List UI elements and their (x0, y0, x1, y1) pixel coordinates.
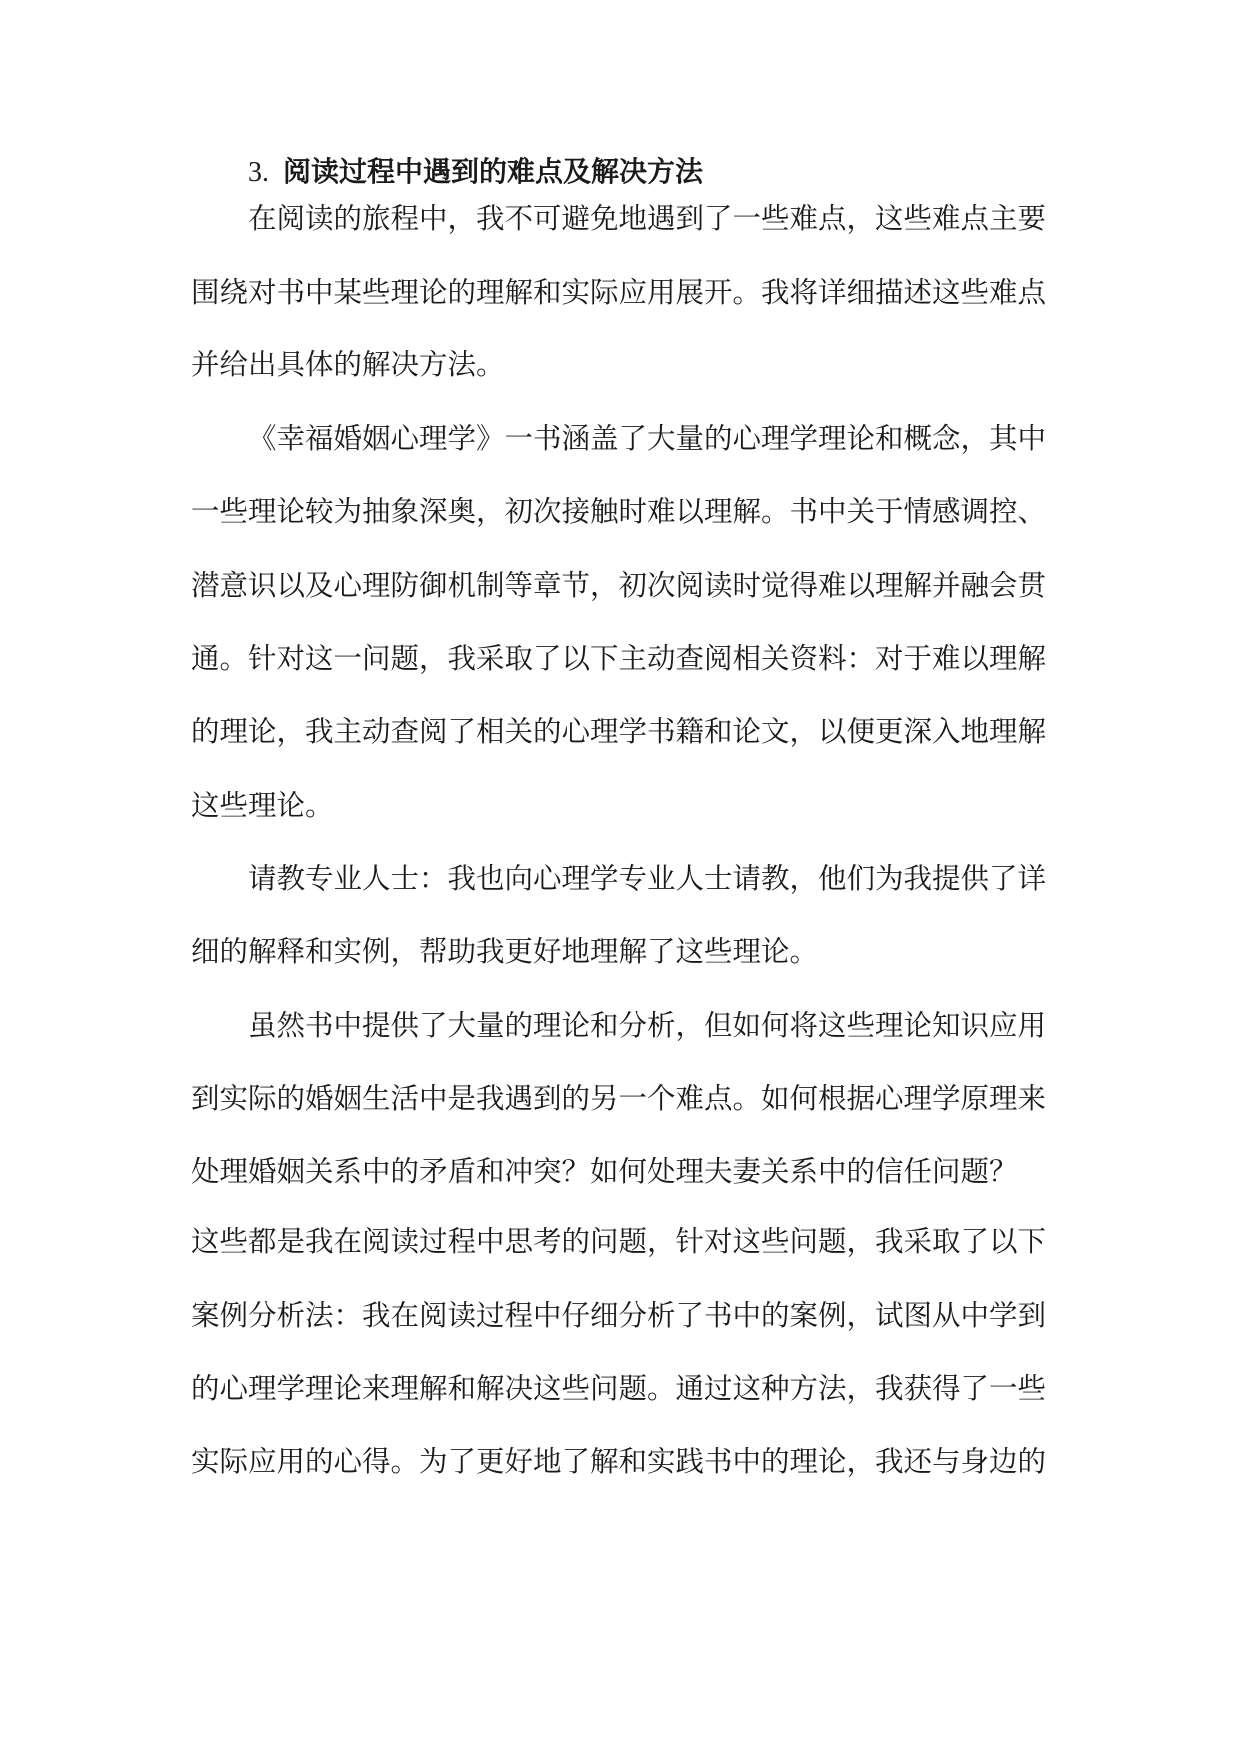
section-title: 阅读过程中遇到的难点及解决方法 (283, 155, 704, 188)
document-page: 3. 阅读过程中遇到的难点及解决方法 在阅读的旅程中，我不可避免地遇到了一些难点，这些难点主要 围绕对书中某些理论的理解和实际应用展开。我将详细描述这些难点 并给出具体的解决方法。 《幸福婚姻心理学》一书涵盖了大量的心理学理论和概念，其中 一些理论较为抽象深奥，初次接触时难以理解。书中关于情感调控、 潜意识以及心理防御机制等章节，初次阅读时觉得难以理解并融会贯 通。针对这一问题，我采取了以下主动查阅相关资料：对于难以理解 的理论，我主动查阅了相关的心理学书籍和论文，以便更深入地理解 这些理论。 请教专业人士：我也向心理学专业人士请教，他们为我提供了详 细的解释和实例，帮助我更好地理解了这些理论。 虽然书中提供了大量的理论和分析，但如何将这些理论知识应用 到实际的婚姻生活中是我遇到的另一个难点。如何根据心理学原理来 处理婚姻关系中的矛盾和冲突？如何处理夫妻关系中的信任问题？ 这些都是我在阅读过程中思考的问题，针对这些问题，我采取了以下 案例分析法：我在阅读过程中仔细分析了书中的案例，试图从中学到 的心理学理论来理解和解决这些问题。通过这种方法，我获得了一些 实际应用的心得。为了更好地了解和实践书中的理论，我还与身边的 (0, 0, 1241, 1754)
section-heading (248, 146, 703, 199)
section-number: 3. (248, 157, 269, 188)
